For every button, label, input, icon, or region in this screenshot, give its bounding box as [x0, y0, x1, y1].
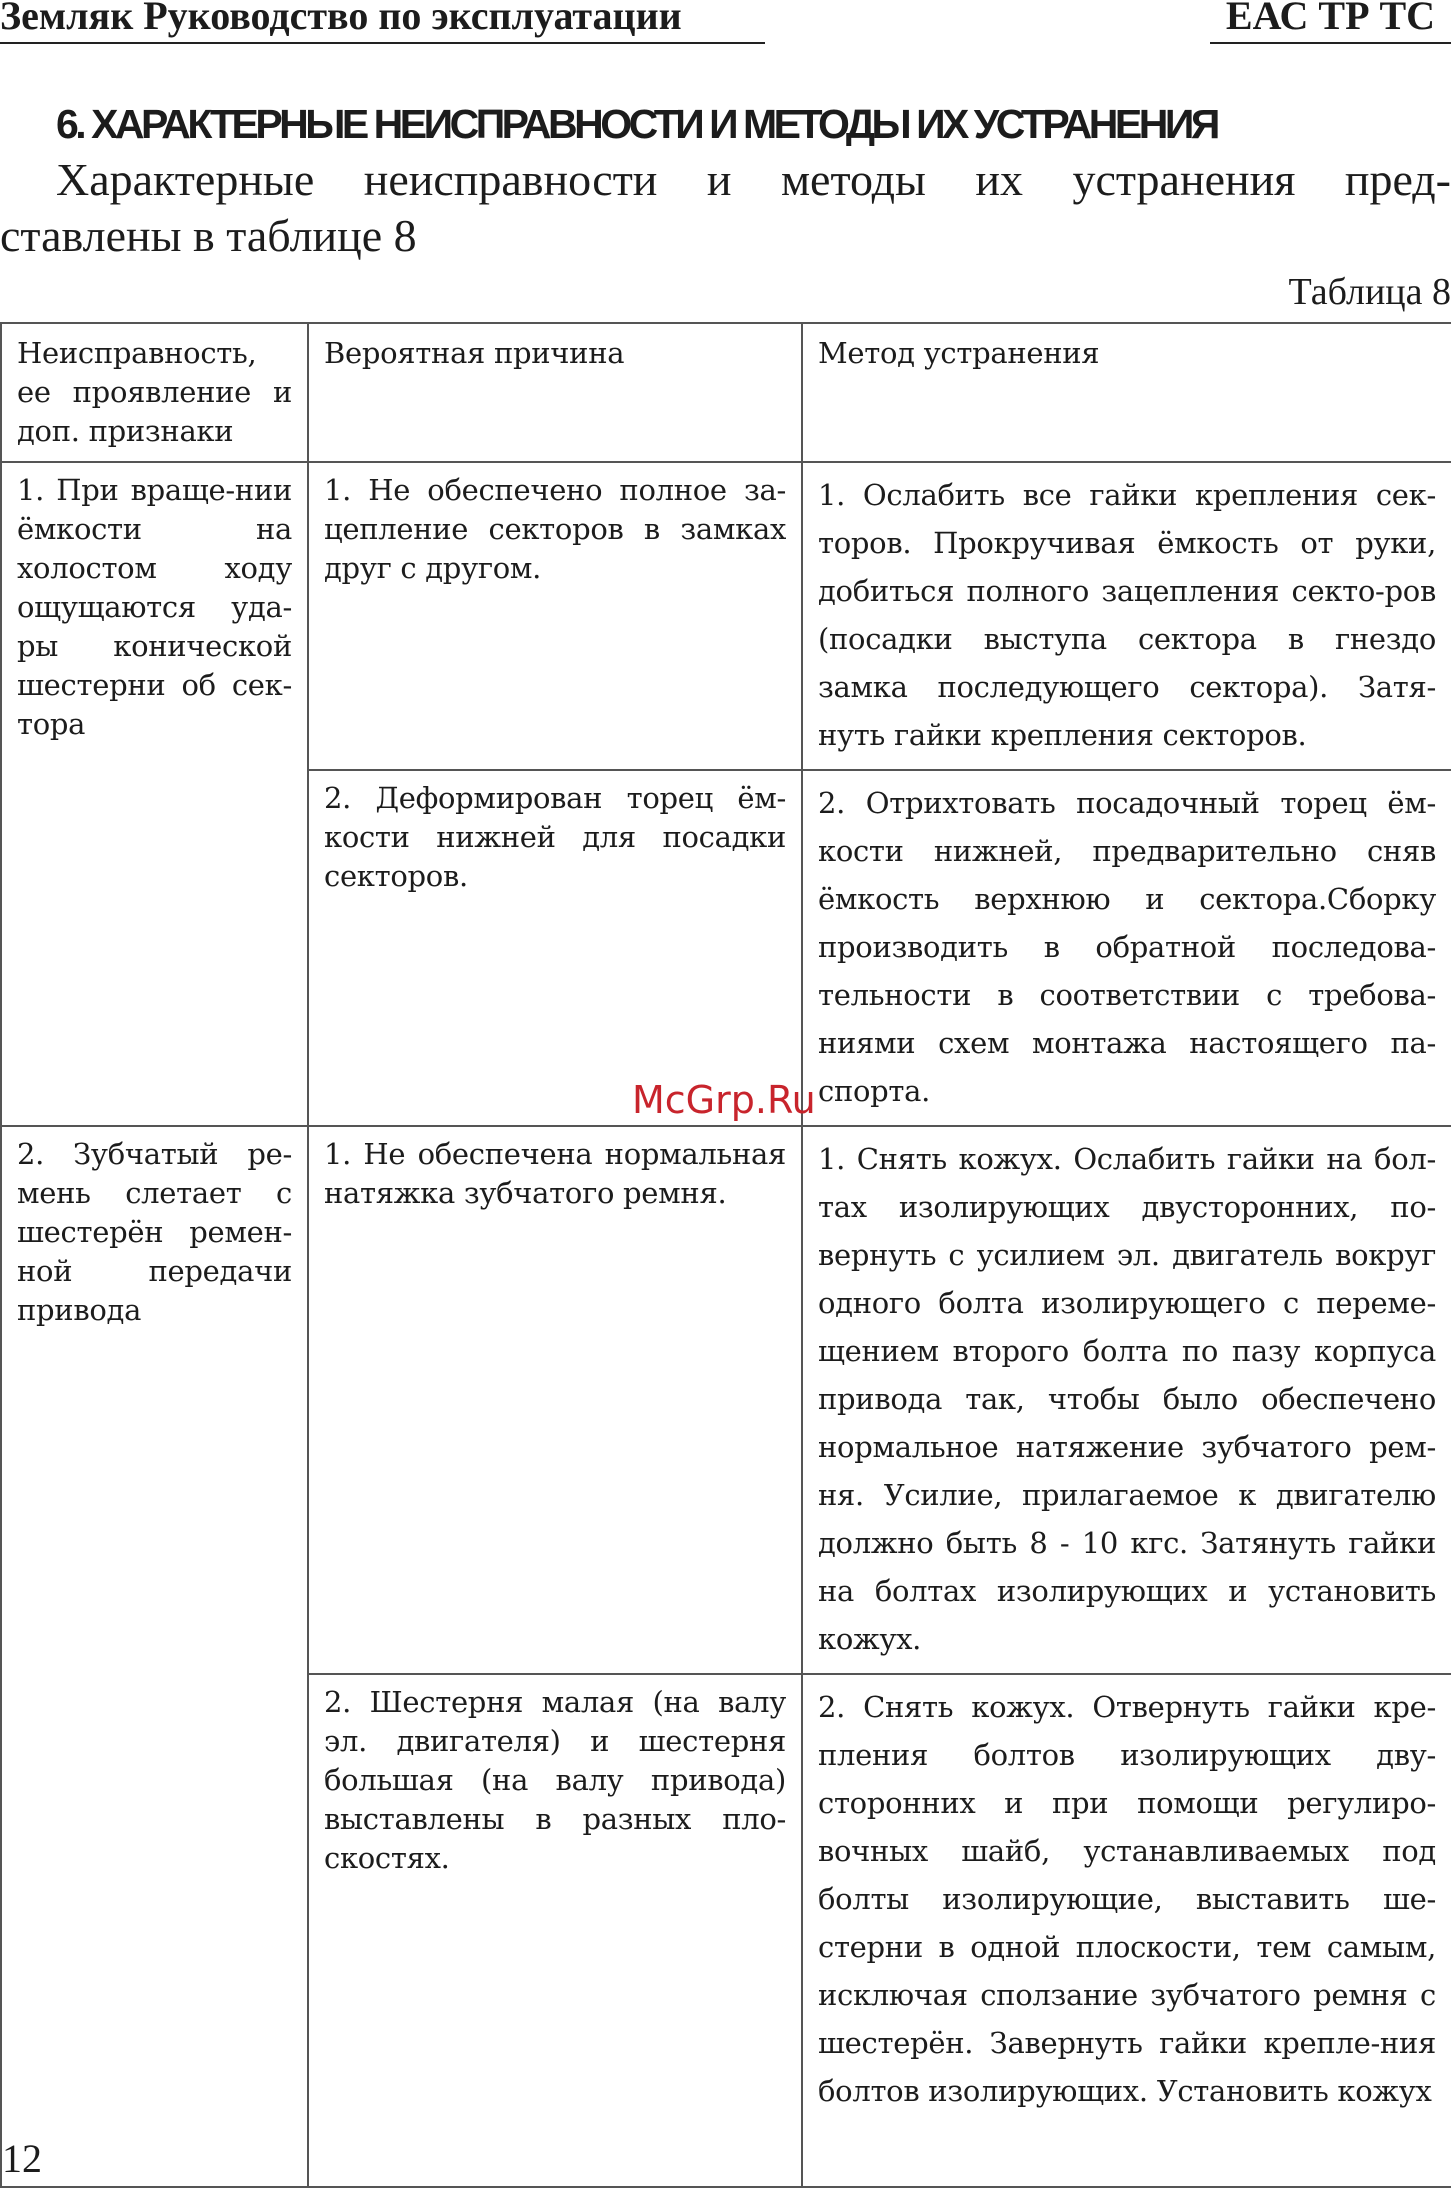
running-header-title: Земляк Руководство по эксплуатации [0, 0, 765, 44]
section-title: 6. ХАРАКТЕРНЫЕ НЕИСПРАВНОСТИ И МЕТОДЫ ИХ УСТРАНЕНИЯ [56, 101, 1217, 147]
probable-cause: 2. Деформирован торец ём-кости нижней для посадки секторов. [308, 770, 802, 1126]
header-fault: Неисправность, ее проявление и доп. признаки [1, 323, 308, 462]
table-header-row [1, 323, 1451, 462]
remedy-method: 2. Отрихтовать посадочный торец ём-кости нижней, предварительно сняв ёмкость верхнюю и сектора.Сборку производить в обратной последова-тельности в соответствии с требова-ниями схем монтажа настоящего па-спорта. [802, 770, 1451, 1126]
running-header-certification: ЕАС ТР ТС [1210, 0, 1451, 44]
table-row [1, 462, 1451, 770]
table-label: Таблица 8 [1288, 271, 1451, 313]
table-row [1, 1126, 1451, 1674]
probable-cause: 2. Шестерня малая (на валу эл. двигателя) и шестерня большая (на валу привода) выставлены в разных пло-скостях. [308, 1674, 802, 2187]
fault-symptom-1: 1. При враще-нии ёмкости на холостом ходу ощущаются уда-ры конической шестерни об сек-тора [1, 462, 308, 1126]
intro-line-2: ставлены в таблице 8 [0, 210, 417, 261]
intro-paragraph [0, 152, 1451, 264]
watermark: McGrp.Ru [632, 1078, 816, 1122]
fault-symptom-2: 2. Зубчатый ре-мень слетает с шестерён ремен-ной передачи привода [1, 1126, 308, 2187]
probable-cause: 1. Не обеспечена нормальная натяжка зубчатого ремня. [308, 1126, 802, 1674]
remedy-method: 1. Ослабить все гайки крепления сек-торов. Прокручивая ёмкость от руки, добиться полного зацепления секто-ров (посадки выступа сектора в гнездо замка последующего сектора). Затя-нуть гайки крепления секторов. [802, 462, 1451, 770]
remedy-method: 2. Снять кожух. Отвернуть гайки кре-пления болтов изолирующих дву-сторонних и при помощи регулиро-вочных шайб, устанавливаемых под болты изолирующие, выставить ше-стерни в одной плоскости, тем самым, исключая сползание зубчатого ремня с шестерён. Завернуть гайки крепле-ния болтов изолирующих. Установить кожух [802, 1674, 1451, 2187]
intro-line-1: Характерные неисправности и методы их устранения пред- [56, 154, 1451, 205]
header-cause: Вероятная причина [308, 323, 802, 462]
faults-table [0, 322, 1451, 2188]
page-number: 12 [2, 2136, 42, 2181]
header-remedy: Метод устранения [802, 323, 1451, 462]
remedy-method: 1. Снять кожух. Ослабить гайки на бол-тах изолирующих двусторонних, по-вернуть с усилием эл. двигатель вокруг одного болта изолирующего с переме-щением второго болта по пазу корпуса привода так, чтобы было обеспечено нормальное натяжение зубчатого рем-ня. Усилие, прилагаемое к двигателю должно быть 8 - 10 кгс. Затянуть гайки на болтах изолирующих и установить кожух. [802, 1126, 1451, 1674]
probable-cause: 1. Не обеспечено полное за-цепление секторов в замках друг с другом. [308, 462, 802, 770]
